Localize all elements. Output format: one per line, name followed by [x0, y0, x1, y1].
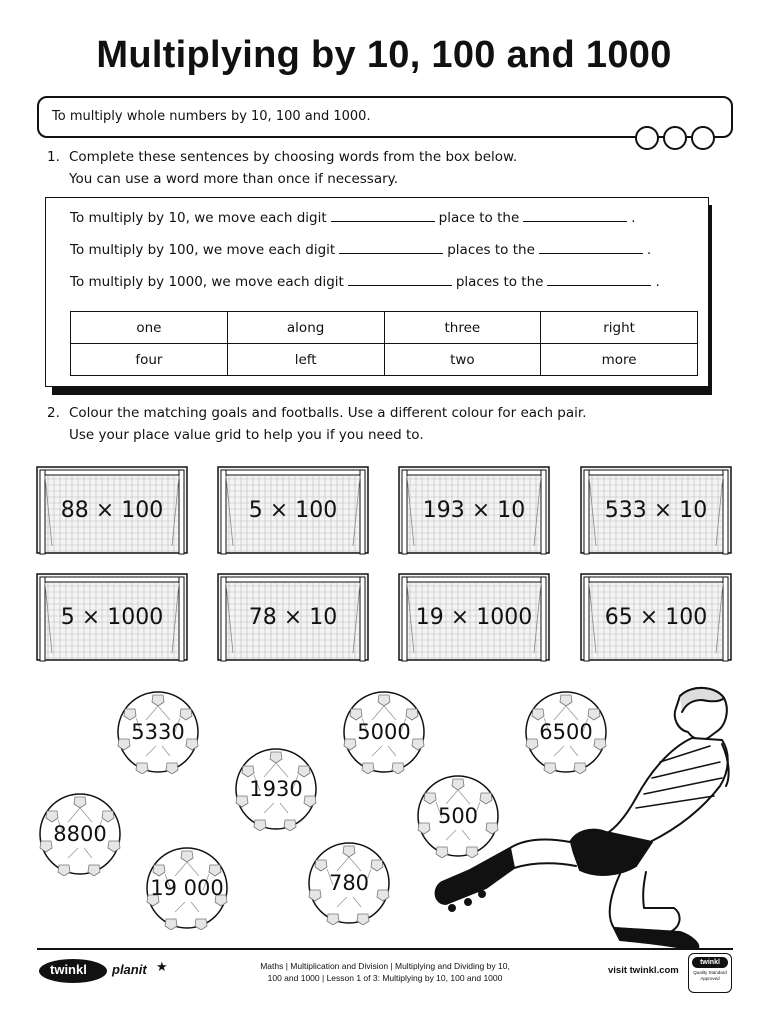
sentence-text: place to the: [438, 210, 520, 226]
football-label: 5330: [131, 720, 185, 744]
football[interactable]: [145, 846, 229, 930]
footballer-illustration: [430, 682, 730, 950]
football-label: 8800: [53, 822, 107, 846]
goal[interactable]: [580, 573, 732, 661]
football-label: 500: [437, 804, 479, 828]
question-2-line-2: Use your place value grid to help you if you need to.: [69, 427, 424, 443]
sentence-text: .: [631, 210, 636, 226]
goal-label: 5 × 1000: [60, 604, 164, 630]
question-number: 1.: [47, 149, 60, 165]
quality-badge: [688, 953, 732, 993]
sentence-text: .: [646, 242, 652, 258]
goal[interactable]: [217, 573, 369, 661]
football[interactable]: [116, 690, 200, 774]
word-cell: one: [71, 312, 228, 344]
learning-objective: [37, 96, 733, 138]
question-2-line-1: Colour the matching goals and footballs. Use a different colour for each pair.: [69, 405, 587, 421]
football[interactable]: [234, 747, 318, 831]
page-title: Multiplying by 10, 100 and 1000: [96, 34, 672, 76]
planit-label: planit: [112, 962, 147, 977]
footer-divider: [37, 948, 733, 950]
football[interactable]: [307, 841, 391, 925]
footer-lesson-info: [230, 960, 540, 984]
question-number: 2.: [47, 405, 60, 421]
answer-blank[interactable]: [348, 272, 452, 286]
football-label: 780: [328, 871, 370, 895]
sentence-text: To multiply by 100, we move each digit: [70, 242, 336, 258]
question-2: [47, 402, 586, 446]
answer-blank[interactable]: [339, 240, 443, 254]
sentence-text: To multiply by 1000, we move each digit: [70, 274, 344, 290]
answer-blank[interactable]: [523, 208, 627, 222]
badge-title: twinkl: [692, 957, 728, 968]
decorative-circles: [635, 126, 715, 150]
circle-icon: [635, 126, 659, 150]
circle-icon: [663, 126, 687, 150]
sentence-1: [70, 208, 636, 226]
circle-icon: [691, 126, 715, 150]
goal-label: 19 × 1000: [415, 604, 533, 630]
word-cell: four: [71, 344, 228, 376]
sentence-text: .: [655, 274, 660, 290]
goal-label: 533 × 10: [604, 497, 708, 523]
word-cell: left: [227, 344, 384, 376]
objective-text: To multiply whole numbers by 10, 100 and 1000.: [52, 109, 371, 124]
question-1-line-2: You can use a word more than once if necessary.: [69, 171, 399, 187]
visit-link[interactable]: visit twinkl.com: [608, 965, 679, 976]
football[interactable]: [342, 690, 426, 774]
sentence-text: places to the: [447, 242, 535, 258]
answer-blank[interactable]: [539, 240, 643, 254]
word-cell: three: [384, 312, 541, 344]
word-cell: along: [227, 312, 384, 344]
goal-label: 88 × 100: [60, 497, 164, 523]
answer-blank[interactable]: [331, 208, 435, 222]
logo-text: twinkl: [50, 962, 87, 977]
goal[interactable]: [36, 466, 188, 554]
answer-blank[interactable]: [547, 272, 651, 286]
footer-line-2: 100 and 1000 | Lesson 1 of 3: Multiplying by 10, 100 and 1000: [267, 973, 503, 983]
word-cell: more: [541, 344, 698, 376]
word-cell: right: [541, 312, 698, 344]
goal-label: 65 × 100: [604, 604, 708, 630]
football-label: 6500: [539, 720, 593, 744]
goal[interactable]: [217, 466, 369, 554]
goal-label: 193 × 10: [422, 497, 526, 523]
football-label: 5000: [357, 720, 411, 744]
football-label: 19 000: [150, 876, 224, 900]
question-1: [47, 146, 517, 190]
sentence-box: [45, 197, 709, 387]
goal[interactable]: [398, 573, 550, 661]
footer-line-1: Maths | Multiplication and Division | Multiplying and Dividing by 10,: [260, 961, 510, 971]
goal-label: 5 × 100: [248, 497, 338, 523]
word-bank: [70, 311, 698, 376]
goal[interactable]: [36, 573, 188, 661]
goal[interactable]: [398, 466, 550, 554]
badge-text: Quality Standard Approved: [693, 970, 727, 981]
football-label: 1930: [249, 777, 303, 801]
football[interactable]: [38, 792, 122, 876]
sentence-text: places to the: [455, 274, 544, 290]
sentence-text: To multiply by 10, we move each digit: [70, 210, 327, 226]
word-cell: two: [384, 344, 541, 376]
sentence-2: [70, 240, 651, 258]
word-bank-row: [71, 312, 698, 344]
word-bank-row: [71, 344, 698, 376]
goal-label: 78 × 10: [248, 604, 338, 630]
goal[interactable]: [580, 466, 732, 554]
star-icon: ★: [156, 960, 168, 975]
question-1-line-1: Complete these sentences by choosing words from the box below.: [69, 149, 518, 165]
sentence-3: [70, 272, 660, 290]
